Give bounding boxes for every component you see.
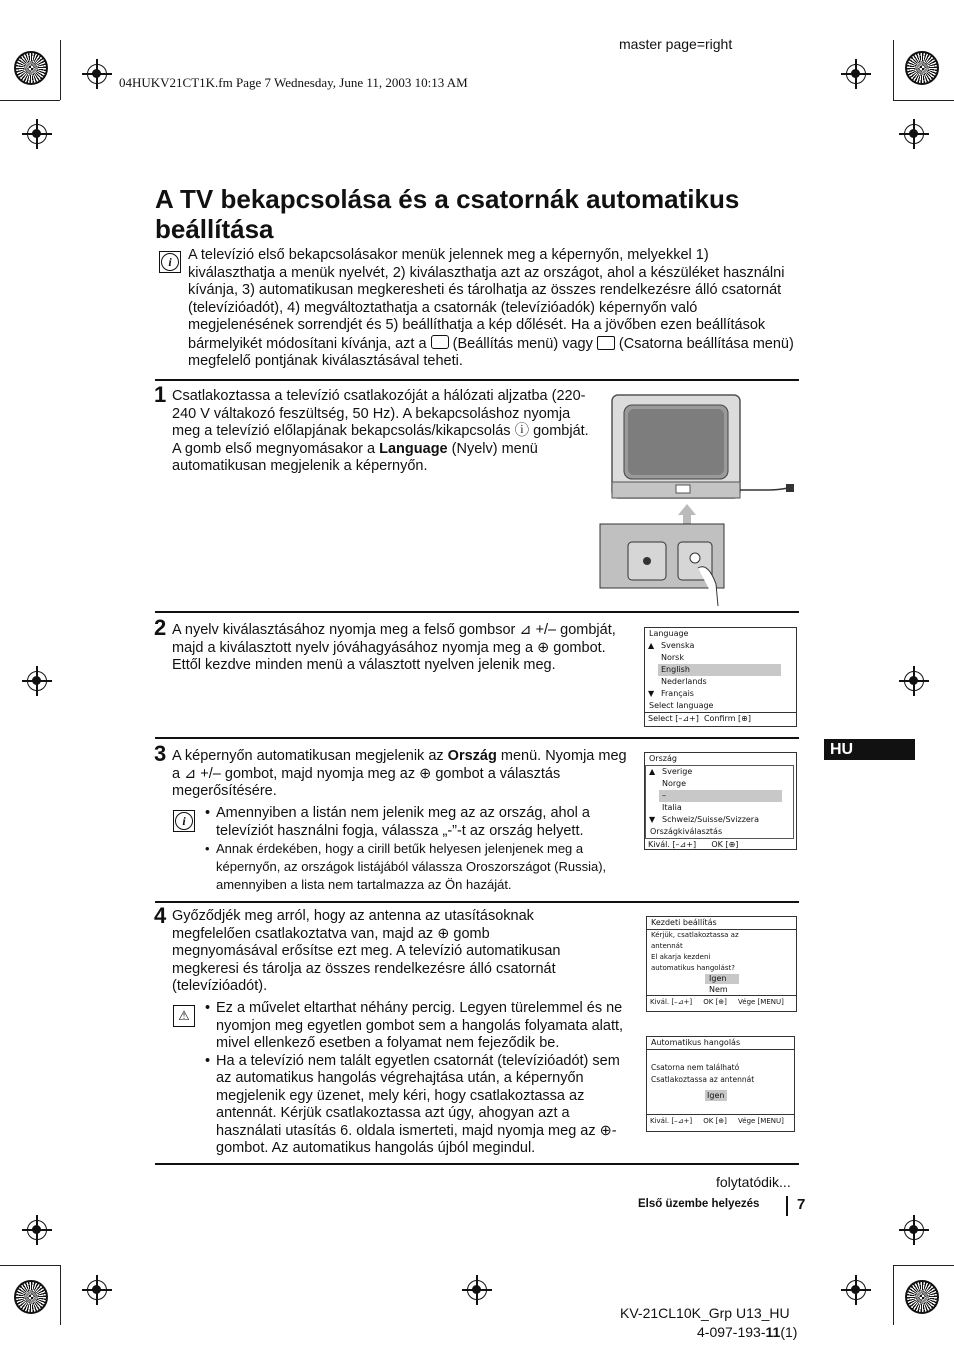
crop-mark-icon	[467, 1280, 487, 1300]
note-item: • Ez a művelet eltarthat néhány percig. Legyen türelemmel és ne nyomjon meg egyetlen gombot sem a hangolás folyamata alatt, mivel ellenkező esetben a folyamat nem fejeződik be.	[205, 1000, 625, 1053]
ok-icon: ⊕	[599, 1122, 612, 1139]
master-page-label: master page=right	[619, 36, 733, 52]
osd-item: Français ▼	[648, 689, 694, 698]
crop-mark-icon	[846, 64, 866, 84]
osd-item: Norsk	[661, 653, 684, 662]
arrow-up-icon	[678, 504, 696, 524]
osd-prompt: Országkiválasztás	[650, 827, 723, 836]
power-button-closeup	[598, 522, 728, 608]
ok-icon: ⊕	[437, 925, 450, 942]
crop-line	[893, 100, 954, 101]
crop-mark-icon	[27, 671, 47, 691]
osd-item: Schweiz/Suisse/Svizzera ▼	[649, 815, 759, 824]
divider	[155, 737, 799, 739]
crop-line	[893, 1265, 954, 1266]
intro-text: A televízió első bekapcsolásakor menük jelennek meg a képernyőn, melyekkel 1) kiválaszthatja a menük nyelvét, 2) kiválaszthatja azt az országot, ahol a készüléket használni kívánja, 3) automatikusan megkeresheti és tárolhatja az összes rendelkezésre álló csatornát (televízióadót), 4) megváltoztathatja a csatornák (televízióadók) képernyőn való megjelenésének sorrendjét és 5) beállíthatja a kép dőlését. Ha a jövőben ezen beállítások bármelyikét módosítani kívánja, azt a (Beállítás menü) vagy (Csatorna beállítása menü) megfelelő pontjának kiválasztásával teheti.	[188, 247, 794, 369]
osd-item-selected: English	[658, 664, 781, 676]
registration-star-top-right	[905, 51, 939, 85]
setup-menu-icon	[431, 335, 449, 349]
crop-line	[0, 100, 60, 101]
registration-star-bottom-left	[14, 1280, 48, 1314]
section-separator	[786, 1196, 788, 1216]
osd-footer: Kivál. [–⊿+] OK [⊕] Vége [MENU]	[647, 1114, 794, 1127]
scroll-down-icon: ▼	[648, 689, 655, 698]
osd-country-menu	[644, 752, 797, 850]
registration-star-bottom-right	[905, 1280, 939, 1314]
osd-title: Kezdeti beállítás	[647, 917, 796, 930]
continued-label: folytatódik...	[716, 1174, 791, 1190]
divider	[155, 379, 799, 381]
osd-yes-option: Igen	[705, 1090, 727, 1101]
crop-line	[893, 40, 894, 100]
ok-icon: ⊕	[419, 765, 432, 782]
model-code: KV-21CL10K_Grp U13_HU	[620, 1305, 790, 1321]
page-title: A TV bekapcsolása és a csatornák automatikus beállítása	[155, 184, 740, 244]
crop-mark-icon	[904, 124, 924, 144]
osd-title: Automatikus hangolás	[647, 1037, 794, 1050]
crop-line	[60, 40, 61, 100]
step-number: 4	[154, 903, 167, 928]
crop-line	[893, 1265, 894, 1325]
crop-mark-icon	[87, 1280, 107, 1300]
step-number: 3	[154, 741, 167, 766]
info-icon: i	[159, 251, 181, 273]
registration-star-top-left	[14, 51, 48, 85]
osd-item: Italia	[662, 803, 682, 812]
crop-mark-icon	[846, 1280, 866, 1300]
scroll-down-icon: ▼	[649, 815, 656, 824]
crop-mark-icon	[87, 64, 107, 84]
osd-item: Svenska ▲	[648, 641, 695, 650]
osd-initial-setup: Kezdeti beállítás Kérjük, csatlakoztassa az antennát El akarja kezdeni automatikus hangolást? Igen Nem Kivál. [–⊿+] OK [⊕] Vége [MENU]	[646, 916, 797, 1012]
crop-mark-icon	[27, 1220, 47, 1240]
step-4-notes	[205, 1000, 625, 1158]
crop-line	[60, 1265, 61, 1325]
volume-icon: ⊿	[184, 765, 197, 782]
divider	[155, 611, 799, 613]
osd-footer: Kivál. [–⊿+] OK [⊕] Vége [MENU]	[647, 995, 796, 1008]
step-1-text: Csatlakoztassa a televízió csatlakozóját a hálózati aljzatba (220-240 V váltakozó feszültség, 50 Hz). A bekapcsoláshoz nyomja meg a televízió előlapjának bekapcsolás/kikapcsolás ⓘ gombját. A gomb első megnyomásakor a Language (Nyelv) menü automatikusan megjelenik a képernyőn.	[172, 388, 589, 474]
divider	[155, 1163, 799, 1165]
osd-item: Norge	[662, 779, 687, 788]
file-info: 04HUKV21CT1K.fm Page 7 Wednesday, June 11, 2003 10:13 AM	[119, 75, 468, 90]
osd-footer: Kivál. [–⊿+] OK [⊕]	[648, 840, 739, 849]
osd-auto-tuning: Automatikus hangolás Csatorna nem található Csatlakoztassa az antennát Igen Kivál. [–⊿+] OK [⊕] Vége [MENU]	[646, 1036, 795, 1132]
crop-mark-icon	[904, 671, 924, 691]
page-number: 7	[797, 1196, 806, 1213]
osd-title: Language	[649, 629, 689, 638]
part-number: 4-097-193-11(1)	[697, 1324, 798, 1340]
tv-illustration	[598, 392, 798, 512]
step-number: 2	[154, 615, 167, 640]
warning-icon: ⚠	[173, 1005, 195, 1027]
divider	[155, 901, 799, 903]
section-name: Első üzembe helyezés	[638, 1198, 760, 1210]
note-item: • Annak érdekében, hogy a cirill betűk helyesen jelenjenek meg a képernyőn, az országok listájából válassza Oroszországot (Russia), amennyiben a lista nem tartalmazza az Ön hazáját.	[205, 840, 625, 894]
step-2-text: A nyelv kiválasztásához nyomja meg a felső gombsor ⊿ +/– gombját, majd a kiválasztott nyelv jóváhagyásához nyomja meg a ⊕ gombot. Ettől kezdve minden menü a választott nyelven jelenik meg.	[172, 622, 616, 673]
step-3-notes	[205, 805, 625, 894]
volume-icon: ⊿	[519, 622, 532, 638]
osd-footer: Select [–⊿+] Confirm [⊕]	[645, 712, 796, 725]
osd-no-option: Nem	[709, 985, 728, 994]
osd-language-menu	[644, 627, 797, 727]
crop-line	[0, 1265, 60, 1266]
step-4-text: Győződjék meg arról, hogy az antenna az utasításoknak megfelelően csatlakoztatva van, majd az ⊕ gomb megnyomásával erősítse ezt meg. A televízió automatikusan megkeresi és tárolja az összes rendelkezésre álló csatornát (televízióadót).	[172, 908, 561, 994]
step-3-text: A képernyőn automatikusan megjelenik az Ország menü. Nyomja meg a ⊿ +/– gombot, majd nyomja meg az ⊕ gombot a választás megerősítésére.	[172, 748, 627, 799]
crop-mark-icon	[27, 124, 47, 144]
info-icon: i	[173, 810, 195, 832]
ok-icon: ⊕	[537, 639, 550, 656]
osd-yes-option: Igen	[705, 974, 739, 984]
osd-item-selected: –	[659, 790, 782, 802]
osd-item: Nederlands	[661, 677, 707, 686]
step-number: 1	[154, 382, 167, 407]
osd-prompt: Select language	[649, 701, 714, 710]
channel-setup-icon	[597, 336, 615, 350]
scroll-up-icon: ▲	[648, 641, 655, 650]
osd-title: Ország	[649, 754, 677, 763]
language-tab: HU	[824, 739, 915, 760]
note-item: • Amennyiben a listán nem jelenik meg az az ország, ahol a televíziót használni fogja, válassza „-”-t az ország helyett.	[205, 805, 625, 840]
crop-mark-icon	[904, 1220, 924, 1240]
osd-item: Sverige ▲	[649, 767, 693, 776]
note-item: • Ha a televízió nem talált egyetlen csatornát (televízióadót) sem az automatikus hangolás végrehajtása után, a képernyőn megjelenik egy üzenet, mely kéri, hogy csatlakoztassa az antennát. Kérjük csatlakoztassa azt úgy, ahogyan azt a használati utasítás 6. oldala ismerteti, majd nyomja meg az ⊕-gombot. Az automatikus hangolás újból megindul.	[205, 1053, 625, 1158]
scroll-up-icon: ▲	[649, 767, 656, 776]
